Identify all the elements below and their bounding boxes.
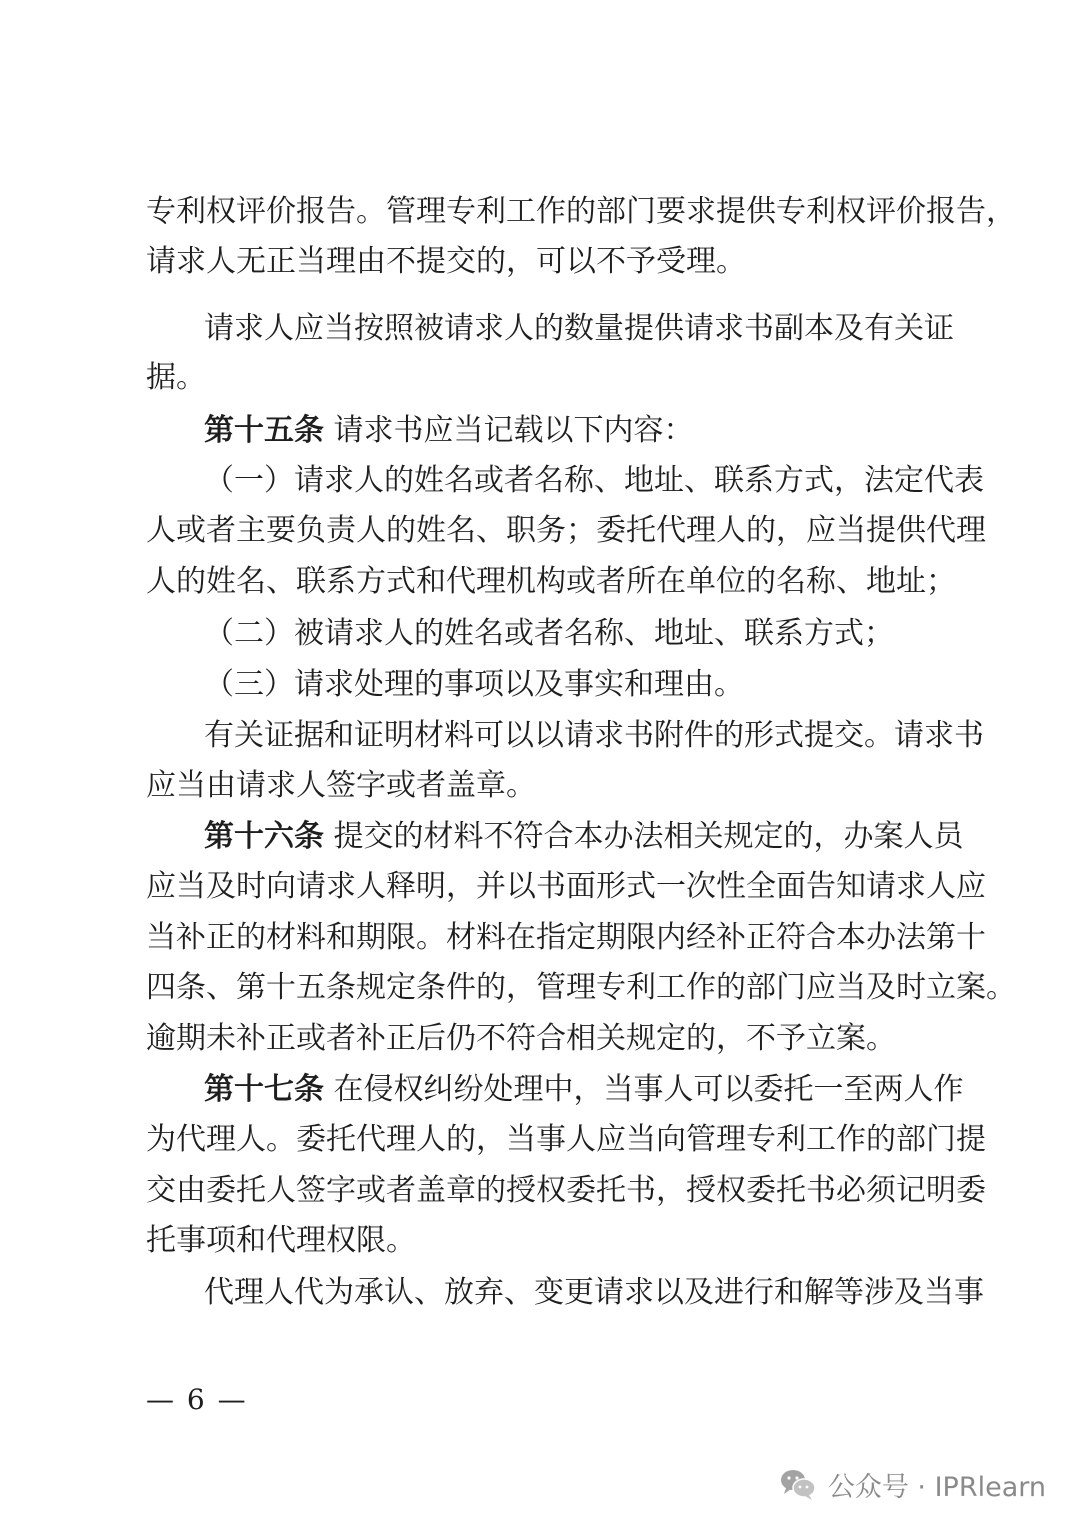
text-line: 有关证据和证明材料可以以请求书附件的形式提交。请求书: [204, 718, 984, 753]
text-line: （一）请求人的姓名或者名称、地址、联系方式，法定代表: [204, 463, 984, 498]
text-line: 专利权评价报告。管理专利工作的部门要求提供专利权评价报告，: [146, 194, 1016, 229]
text-line: 当补正的材料和期限。材料在指定期限内经补正符合本办法第十: [146, 920, 986, 955]
text-line: 据。: [146, 360, 206, 395]
text-line: （三）请求处理的事项以及事实和理由。: [204, 667, 744, 702]
article-16-line: [204, 817, 964, 857]
article-heading-16: 第十六条: [204, 819, 324, 854]
page-number: — 6 —: [146, 1383, 248, 1416]
text-line: （二）被请求人的姓名或者名称、地址、联系方式；: [204, 616, 894, 651]
article-heading-15: 第十五条: [204, 413, 324, 448]
text-line: 在侵权纠纷处理中，当事人可以委托一至两人作: [333, 1072, 964, 1107]
text-line: 应当由请求人签字或者盖章。: [146, 768, 536, 803]
article-17-line: [204, 1070, 964, 1110]
text-line: 交由委托人签字或者盖章的授权委托书，授权委托书必须记明委: [146, 1173, 986, 1208]
text-line: 人或者主要负责人的姓名、职务；委托代理人的，应当提供代理: [146, 513, 986, 548]
article-15-line: [204, 411, 946, 451]
text-line: 托事项和代理权限。: [146, 1223, 416, 1258]
text-line: 代理人代为承认、放弃、变更请求以及进行和解等涉及当事: [204, 1275, 984, 1310]
watermark: [778, 1462, 1046, 1506]
text-line: 请求人无正当理由不提交的，可以不予受理。: [146, 244, 746, 279]
text-line: 人的姓名、联系方式和代理机构或者所在单位的名称、地址；: [146, 564, 956, 599]
text-line: 逾期未补正或者补正后仍不符合相关规定的，不予立案。: [146, 1021, 896, 1056]
watermark-text: 公众号 · IPRlearn: [827, 1471, 1046, 1503]
text-line: 请求书应当记载以下内容：: [333, 413, 694, 448]
text-line: 提交的材料不符合本办法相关规定的，办案人员: [333, 819, 964, 854]
article-heading-17: 第十七条: [204, 1072, 324, 1107]
text-line: 请求人应当按照被请求人的数量提供请求书副本及有关证: [204, 311, 954, 346]
wechat-icon: [778, 1464, 818, 1504]
text-line: 应当及时向请求人释明，并以书面形式一次性全面告知请求人应: [146, 869, 986, 904]
text-line: 四条、第十五条规定条件的，管理专利工作的部门应当及时立案。: [146, 970, 1016, 1005]
text-line: 为代理人。委托代理人的，当事人应当向管理专利工作的部门提: [146, 1122, 986, 1157]
